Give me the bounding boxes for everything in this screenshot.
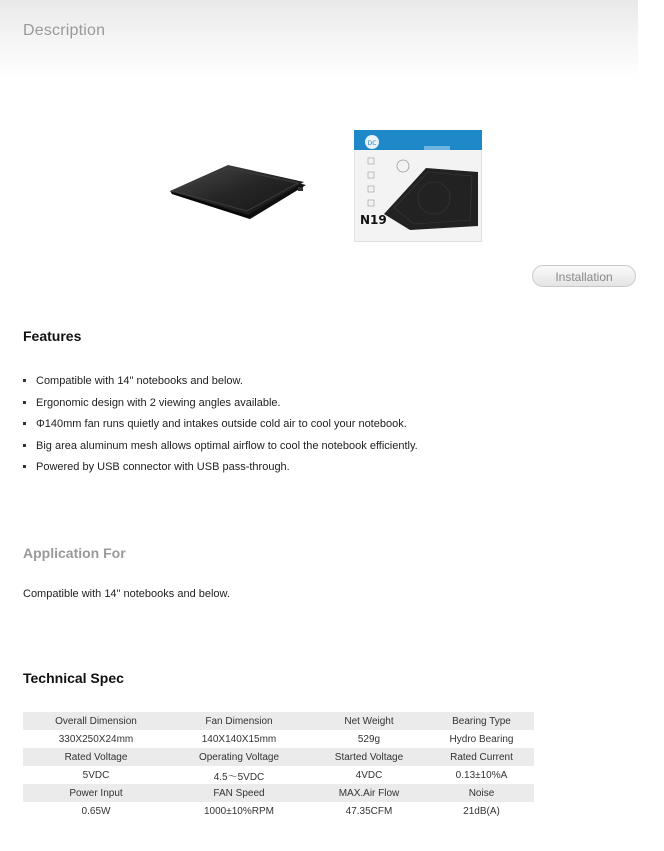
box-model-label: N19 [360,213,387,227]
spec-label-cell: FAN Speed [169,784,309,802]
spec-value-cell: 21dB(A) [429,802,534,820]
spec-value-cell: 4VDC [309,766,429,784]
installation-button[interactable]: Installation [532,265,636,287]
list-item: Φ140mm fan runs quietly and intakes outside cold air to cool your notebook. [23,416,418,438]
spec-value-cell: 47.35CFM [309,802,429,820]
list-item: Powered by USB connector with USB pass-through. [23,459,418,481]
spec-label-cell: Bearing Type [429,712,534,730]
spec-label-cell: Net Weight [309,712,429,730]
spec-label-cell: Fan Dimension [169,712,309,730]
table-row [23,802,534,820]
page-title: Description [23,22,106,39]
spec-value-cell: 5VDC [23,766,169,784]
spec-value-cell: 4.5～5VDC [169,766,309,784]
spec-label-cell: Started Voltage [309,748,429,766]
spec-label-cell: Noise [429,784,534,802]
technical-spec-heading: Technical Spec [23,670,124,686]
spec-value-cell: 330X250X24mm [23,730,169,748]
spec-label-cell: Power Input [23,784,169,802]
spec-table [23,712,534,820]
table-row [23,766,534,784]
list-item: Ergonomic design with 2 viewing angles available. [23,395,418,417]
table-row [23,748,534,766]
application-heading: Application For [23,545,126,561]
spec-label-cell: Overall Dimension [23,712,169,730]
cooling-pad-image [168,163,310,231]
application-text: Compatible with 14" notebooks and below. [23,588,230,600]
spec-value-cell: Hydro Bearing [429,730,534,748]
spec-value-cell: 0.13±10%A [429,766,534,784]
table-row [23,730,534,748]
spec-value-cell: 1000±10%RPM [169,802,309,820]
spec-value-cell: 529g [309,730,429,748]
spec-label-cell: Rated Current [429,748,534,766]
spec-value-cell: 140X140X15mm [169,730,309,748]
spec-value-cell: 0.65W [23,802,169,820]
table-row [23,784,534,802]
product-box-image [354,130,482,242]
spec-label-cell: Operating Voltage [169,748,309,766]
table-row [23,712,534,730]
spec-label-cell: Rated Voltage [23,748,169,766]
features-list [23,373,418,481]
spec-label-cell: MAX.Air Flow [309,784,429,802]
box-brand-logo: DC [367,140,377,147]
list-item: Compatible with 14" notebooks and below. [23,373,418,395]
features-heading: Features [23,328,82,344]
description-header [0,0,638,80]
list-item: Big area aluminum mesh allows optimal airflow to cool the notebook efficiently. [23,438,418,460]
